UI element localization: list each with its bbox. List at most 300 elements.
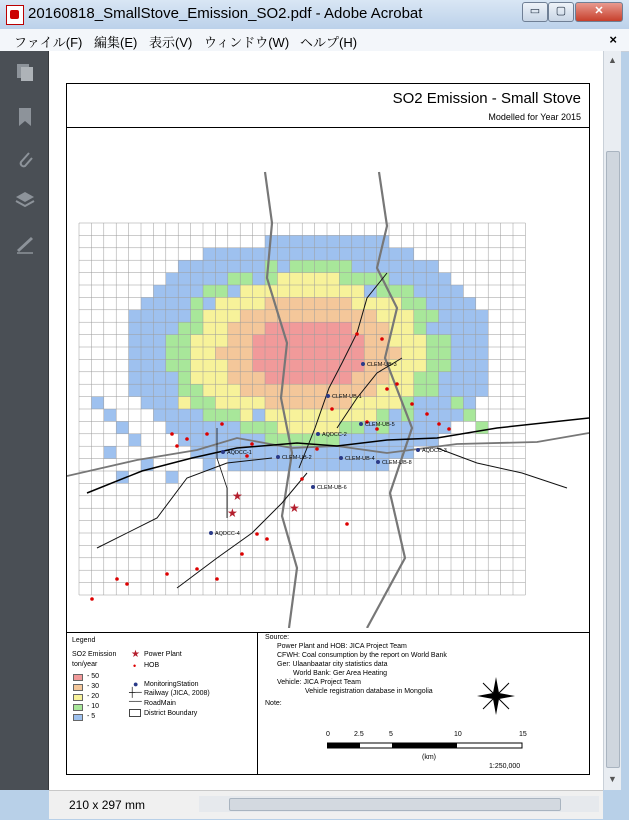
note-label: Note: [265, 700, 282, 707]
grid-cell [215, 260, 227, 272]
grid-cell [426, 372, 438, 384]
legend-monitoring-station: MonitoringStation [144, 681, 199, 688]
grid-cell [166, 421, 178, 433]
hob-marker [300, 477, 304, 481]
grid-cell [327, 260, 339, 272]
grid-cell [451, 322, 463, 334]
hob-marker [90, 597, 94, 601]
grid-cell [265, 248, 277, 260]
hob-marker [437, 422, 441, 426]
grid-cell [129, 372, 141, 384]
grid-cell [302, 421, 314, 433]
grid-cell [327, 359, 339, 371]
grid-cell [327, 273, 339, 285]
grid-cell [315, 359, 327, 371]
horizontal-scrollbar[interactable] [199, 796, 599, 812]
grid-cell [215, 359, 227, 371]
grid-cell [141, 310, 153, 322]
grid-cell [414, 409, 426, 421]
grid-cell [352, 372, 364, 384]
pages-icon[interactable] [14, 61, 36, 83]
grid-cell [290, 409, 302, 421]
page-size-readout: 210 x 297 mm [69, 798, 146, 812]
grid-cell [166, 347, 178, 359]
grid-cell [476, 384, 488, 396]
grid-cell [302, 285, 314, 297]
document-viewport[interactable] [49, 51, 603, 790]
grid-cell [215, 285, 227, 297]
grid-cell [191, 372, 203, 384]
railway-legend-icon: ┼─ [129, 687, 142, 697]
grid-cell [414, 260, 426, 272]
legend-class-5: - 5 [87, 713, 96, 720]
power-plant-icon: ★ [227, 506, 238, 520]
grid-cell [377, 322, 389, 334]
grid-cell [302, 273, 314, 285]
grid-cell [451, 359, 463, 371]
grid-cell [228, 409, 240, 421]
scale-tick-15: 15 [519, 731, 527, 738]
road-legend-icon: ── [129, 696, 142, 706]
grid-cell [191, 409, 203, 421]
grid-cell [215, 273, 227, 285]
hob-marker [380, 337, 384, 341]
grid-cell [215, 335, 227, 347]
grid-cell [203, 273, 215, 285]
grid-cell [240, 397, 252, 409]
grid-cell [290, 310, 302, 322]
grid-cell [290, 335, 302, 347]
grid-cell [339, 372, 351, 384]
grid-cell [153, 297, 165, 309]
grid-cell [240, 273, 252, 285]
hob-marker [185, 437, 189, 441]
grid-cell [463, 359, 475, 371]
grid-cell [463, 372, 475, 384]
grid-cell [240, 285, 252, 297]
grid-cell [439, 397, 451, 409]
grid-cell [414, 384, 426, 396]
grid-cell [315, 260, 327, 272]
grid-cell [451, 297, 463, 309]
grid-cell [302, 372, 314, 384]
grid-cell [352, 335, 364, 347]
grid-cell [290, 260, 302, 272]
grid-cell [302, 322, 314, 334]
grid-cell [277, 260, 289, 272]
grid-cell [426, 297, 438, 309]
scale-bar [327, 742, 527, 750]
hob-marker [345, 522, 349, 526]
grid-cell [401, 372, 413, 384]
grid-cell [414, 359, 426, 371]
grid-cell [401, 347, 413, 359]
grid-cell [203, 285, 215, 297]
grid-cell [327, 409, 339, 421]
grid-cell [129, 310, 141, 322]
hob-marker [165, 572, 169, 576]
grid-cell [414, 421, 426, 433]
grid-cell [352, 235, 364, 247]
grid-cell [240, 409, 252, 421]
legend-class-50: - 50 [87, 673, 100, 680]
grid-cell [426, 397, 438, 409]
legend-panel [67, 632, 589, 775]
grid-cell [352, 409, 364, 421]
source-line-3: Ger: Ulaanbaatar city statistics data [277, 661, 388, 668]
grid-cell [166, 384, 178, 396]
grid-cell [203, 397, 215, 409]
grid-cell [265, 310, 277, 322]
grid-cell [215, 372, 227, 384]
vertical-scroll-thumb[interactable] [606, 151, 620, 768]
grid-cell [327, 235, 339, 247]
grid-cell [290, 421, 302, 433]
grid-cell [203, 372, 215, 384]
menu-edit[interactable]: 編集(E) [94, 35, 138, 50]
grid-cell [451, 384, 463, 396]
station-legend-icon: ● [133, 679, 139, 689]
grid-cell [352, 297, 364, 309]
pdf-app-icon [6, 5, 24, 25]
grid-cell [426, 335, 438, 347]
grid-cell [463, 322, 475, 334]
monitoring-station-marker [221, 450, 225, 454]
bookmark-icon[interactable] [14, 106, 36, 128]
hob-marker [195, 567, 199, 571]
legend-power-plant: Power Plant [144, 651, 182, 658]
hob-marker [250, 442, 254, 446]
grid-cell [178, 347, 190, 359]
grid-cell [426, 347, 438, 359]
grid-cell [463, 297, 475, 309]
close-button[interactable]: ✕ [575, 2, 623, 22]
grid-cell [315, 273, 327, 285]
grid-cell [228, 322, 240, 334]
grid-cell [253, 459, 265, 471]
source-line-2: CFWH: Coal consumption by the report on World Bank [277, 652, 447, 659]
grid-cell [339, 248, 351, 260]
grid-cell [414, 285, 426, 297]
menu-view[interactable]: 表示(V) [149, 35, 193, 50]
grid-cell [191, 260, 203, 272]
grid-cell [166, 273, 178, 285]
grid-cell [451, 347, 463, 359]
station-label: AQDCC-2 [322, 432, 347, 438]
grid-cell [129, 347, 141, 359]
grid-cell [315, 297, 327, 309]
hob-marker [395, 382, 399, 386]
grid-cell [327, 446, 339, 458]
vertical-scrollbar[interactable] [603, 51, 621, 790]
signature-icon[interactable] [14, 233, 36, 255]
grid-cell [203, 248, 215, 260]
grid-cell [178, 273, 190, 285]
grid-cell [451, 372, 463, 384]
grid-cell [364, 322, 376, 334]
grid-cell [327, 459, 339, 471]
grid-cell [253, 421, 265, 433]
grid-cell [166, 372, 178, 384]
grid-cell [228, 273, 240, 285]
grid-cell [104, 446, 116, 458]
grid-cell [253, 347, 265, 359]
legend-swatch-20 [73, 694, 83, 701]
grid-cell [290, 359, 302, 371]
grid-cell [414, 347, 426, 359]
grid-cell [364, 434, 376, 446]
grid-cell [339, 285, 351, 297]
grid-cell [153, 372, 165, 384]
menu-window[interactable]: ウィンドウ(W) [204, 35, 290, 50]
grid-cell [315, 347, 327, 359]
station-label: CLEM-UB-5 [365, 422, 395, 428]
station-label: AQDCC-3 [422, 448, 447, 454]
grid-cell [463, 397, 475, 409]
grid-cell [315, 384, 327, 396]
maximize-button[interactable]: ▢ [548, 2, 574, 22]
scroll-down-arrow-icon[interactable]: ▼ [608, 774, 617, 784]
grid-cell [315, 322, 327, 334]
grid-cell [327, 285, 339, 297]
grid-cell [463, 347, 475, 359]
grid-cell [178, 434, 190, 446]
grid-cell [414, 372, 426, 384]
monitoring-station-marker [276, 455, 280, 459]
grid-cell [253, 285, 265, 297]
grid-cell [104, 409, 116, 421]
grid-cell [290, 248, 302, 260]
grid-cell [228, 372, 240, 384]
grid-cell [290, 384, 302, 396]
grid-cell [364, 260, 376, 272]
grid-cell [439, 372, 451, 384]
grid-cell [153, 285, 165, 297]
grid-cell [401, 359, 413, 371]
grid-cell [401, 297, 413, 309]
monitoring-station-marker [311, 485, 315, 489]
power-plant-legend-icon: ★ [131, 649, 140, 660]
grid-cell [463, 384, 475, 396]
grid-cell [178, 322, 190, 334]
grid-cell [253, 409, 265, 421]
legend-divider [257, 633, 258, 775]
source-line-4: World Bank: Ger Area Heating [293, 670, 388, 677]
grid-cell [426, 434, 438, 446]
grid-cell [476, 322, 488, 334]
grid-cell [339, 322, 351, 334]
monitoring-station-marker [416, 448, 420, 452]
hob-marker [355, 332, 359, 336]
grid-cell [476, 335, 488, 347]
window-title: 20160818_SmallStove_Emission_SO2.pdf - Adobe Acrobat [28, 5, 423, 22]
grid-cell [215, 297, 227, 309]
grid-cell [178, 384, 190, 396]
grid-cell [277, 235, 289, 247]
grid-cell [129, 322, 141, 334]
grid-cell [352, 260, 364, 272]
grid-cell [166, 297, 178, 309]
grid-cell [166, 471, 178, 483]
grid-cell [166, 409, 178, 421]
grid-cell [401, 310, 413, 322]
grid-cell [215, 322, 227, 334]
grid-cell [253, 397, 265, 409]
map-title: SO2 Emission - Small Stove [392, 90, 581, 107]
grid-cell [141, 372, 153, 384]
grid-cell [315, 459, 327, 471]
grid-cell [253, 372, 265, 384]
grid-cell [253, 322, 265, 334]
grid-cell [203, 459, 215, 471]
grid-cell [401, 285, 413, 297]
grid-cell [191, 397, 203, 409]
grid-cell [439, 347, 451, 359]
legend-swatch-30 [73, 684, 83, 691]
grid-cell [141, 384, 153, 396]
grid-cell [178, 409, 190, 421]
grid-cell [451, 397, 463, 409]
grid-cell [166, 397, 178, 409]
navigation-pane [0, 51, 49, 790]
grid-cell [191, 421, 203, 433]
grid-cell [389, 409, 401, 421]
scale-unit: (km) [422, 754, 436, 761]
power-plant-markers [227, 489, 300, 520]
grid-cell [215, 409, 227, 421]
grid-cell [253, 335, 265, 347]
grid-cell [253, 260, 265, 272]
grid-cell [253, 384, 265, 396]
grid-cell [240, 359, 252, 371]
grid-cell [302, 297, 314, 309]
grid-cell [228, 297, 240, 309]
scroll-up-arrow-icon[interactable]: ▲ [608, 55, 617, 65]
hob-marker [220, 422, 224, 426]
grid-cell [203, 421, 215, 433]
grid-cell [141, 335, 153, 347]
grid-cell [463, 310, 475, 322]
grid-cell [439, 384, 451, 396]
grid-cell [265, 421, 277, 433]
grid-cell [240, 310, 252, 322]
menu-file[interactable]: ファイル(F) [14, 35, 83, 50]
grid-cell [414, 297, 426, 309]
grid-cell [426, 273, 438, 285]
grid-cell [215, 347, 227, 359]
grid-cell [265, 347, 277, 359]
scale-tick-2-5: 2.5 [354, 731, 364, 738]
grid-cell [302, 260, 314, 272]
menu-bar [0, 29, 629, 52]
grid-cell [240, 372, 252, 384]
grid-cell [339, 235, 351, 247]
grid-cell [129, 434, 141, 446]
grid-cell [389, 248, 401, 260]
grid-cell [352, 347, 364, 359]
grid-cell [364, 335, 376, 347]
minimize-button[interactable]: ▭ [522, 2, 548, 22]
grid-cell [401, 248, 413, 260]
grid-cell [352, 248, 364, 260]
grid-cell [414, 335, 426, 347]
grid-cell [352, 273, 364, 285]
grid-cell [240, 384, 252, 396]
emission-grid-map [67, 128, 589, 628]
station-label: CLEM-UB-1 [332, 394, 362, 400]
grid-cell [141, 397, 153, 409]
grid-cell [178, 359, 190, 371]
grid-cell [463, 335, 475, 347]
grid-cell [339, 297, 351, 309]
grid-cell [228, 285, 240, 297]
grid-cell [414, 434, 426, 446]
grid-cell [191, 310, 203, 322]
grid-cell [203, 322, 215, 334]
grid-cell [166, 359, 178, 371]
grid-cell [203, 409, 215, 421]
hob-marker [215, 577, 219, 581]
paperclip-icon[interactable] [14, 148, 36, 170]
grid-cell [178, 297, 190, 309]
grid-cell [339, 347, 351, 359]
grid-cell [153, 359, 165, 371]
hob-marker [385, 387, 389, 391]
hob-marker [255, 532, 259, 536]
grid-cell [215, 384, 227, 396]
grid-cell [339, 335, 351, 347]
grid-cell [178, 335, 190, 347]
grid-cell [191, 273, 203, 285]
grid-cell [315, 285, 327, 297]
grid-cell [414, 273, 426, 285]
grid-cell [327, 248, 339, 260]
grid-cell [166, 310, 178, 322]
grid-cell [290, 273, 302, 285]
grid-cell [414, 322, 426, 334]
grid-cell [451, 285, 463, 297]
grid-cell [426, 322, 438, 334]
source-line-5: Vehicle: JICA Project Team [277, 679, 361, 686]
document-close-icon[interactable]: × [609, 32, 617, 47]
grid-cell [439, 297, 451, 309]
monitoring-station-marker [316, 432, 320, 436]
grid-cell [439, 322, 451, 334]
source-line-1: Power Plant and HOB: JICA Project Team [277, 643, 407, 650]
grid-cell [327, 297, 339, 309]
grid-cell [203, 335, 215, 347]
grid-cell [401, 260, 413, 272]
grid-cell [228, 359, 240, 371]
grid-cell [339, 359, 351, 371]
menu-help[interactable]: ヘルプ(H) [300, 35, 358, 50]
grid-cell [265, 359, 277, 371]
map-subtitle: Modelled for Year 2015 [488, 112, 581, 122]
horizontal-scroll-thumb[interactable] [229, 798, 561, 811]
hob-marker [410, 402, 414, 406]
grid-cell [327, 310, 339, 322]
grid-cell [265, 322, 277, 334]
grid-cell [141, 359, 153, 371]
monitoring-station-marker [209, 531, 213, 535]
hob-legend-icon: • [133, 661, 137, 671]
grid-cell [253, 310, 265, 322]
grid-cell [290, 397, 302, 409]
layers-icon[interactable] [14, 189, 36, 211]
grid-cell [228, 310, 240, 322]
grid-cell [401, 384, 413, 396]
grid-cell [116, 421, 128, 433]
